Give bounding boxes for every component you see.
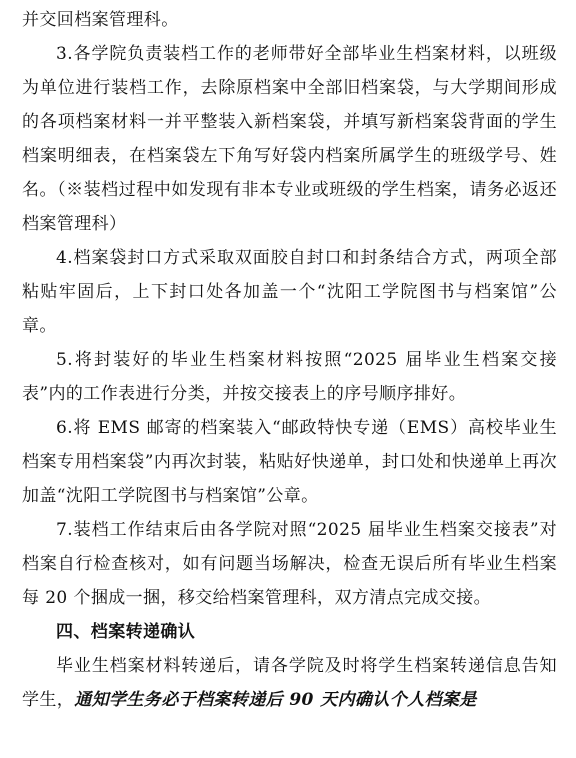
paragraph-item-4: 4.档案袋封口方式采取双面胶自封口和封条结合方式，两项全部粘贴牢固后，上下封口处各加盖一个“沈阳工学院图书与档案馆”公章。 [22,248,557,336]
section-heading-4: 四、档案转递确认 [56,622,196,642]
paragraph-item-3: 3.各学院负责装档工作的老师带好全部毕业生档案材料，以班级为单位进行装档工作，去除原档案中全部旧档案袋，与大学期间形成的各项档案材料一并平整装入新档案袋，并填写新档案袋背面的学生档案明细表，在档案袋左下角写好袋内档案所属学生的班级学号、姓名。（※装档过程中如发现有非本专业或班级的学生档案，请务必返还档案管理科） [22,44,557,234]
paragraph-item-5: 5.将封装好的毕业生档案材料按照“2025 届毕业生档案交接表”内的工作表进行分类，并按交接表上的序号顺序排好。 [22,350,557,404]
emphasized-notice: 通知学生务必于档案转递后 90 天内确认个人档案是 [74,690,477,710]
paragraph-continuation: 并交回档案管理科。 [22,10,179,30]
paragraph-item-7: 7.装档工作结束后由各学院对照“2025 届毕业生档案交接表”对档案自行检查核对，如有问题当场解决，检查无误后所有毕业生档案每 20 个捆成一捆，移交给档案管理科，双方清点完成交接。 [22,520,557,608]
paragraph-transfer-confirmation [22,649,557,717]
paragraph-text: 毕业生档案材料转递后，请各学院及时将学生档案转递信息告知学生， [22,656,557,710]
paragraph-item-6: 6.将 EMS 邮寄的档案装入“邮政特快专递（EMS）高校毕业生档案专用档案袋”内再次封装，粘贴好快递单，封口处和快递单上再次加盖“沈阳工学院图书与档案馆”公章。 [22,418,557,506]
